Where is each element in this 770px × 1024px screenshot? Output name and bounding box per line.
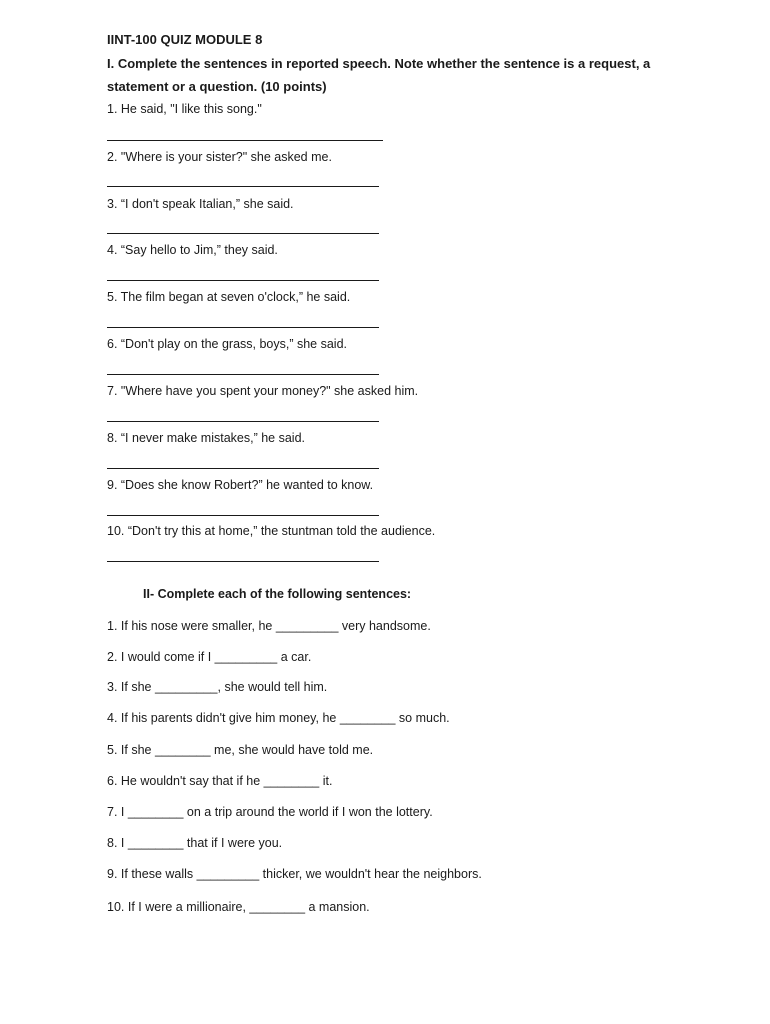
part1-question-5: 5. The film began at seven o'clock,” he said. <box>107 290 351 304</box>
part2-sentence-8: 8. I ________ that if I were you. <box>107 836 283 850</box>
part1-instruction-line2: statement or a question. (10 points) <box>107 79 327 94</box>
part2-sentence-3: 3. If she _________, she would tell him. <box>107 680 328 694</box>
answer-line-9[interactable] <box>107 515 379 516</box>
answer-line-5[interactable] <box>107 327 379 328</box>
answer-line-1[interactable] <box>107 140 383 141</box>
part1-instruction-line1: I. Complete the sentences in reported speech. Note whether the sentence is a request, a <box>107 56 651 71</box>
part1-question-3: 3. “I don't speak Italian,” she said. <box>107 197 294 211</box>
part2-sentence-5: 5. If she ________ me, she would have told me. <box>107 743 374 757</box>
part1-question-9: 9. “Does she know Robert?” he wanted to know. <box>107 478 374 492</box>
part2-sentence-7: 7. I ________ on a trip around the world if I won the lottery. <box>107 805 433 819</box>
part2-heading: II- Complete each of the following sentences: <box>143 587 412 601</box>
part2-sentence-4: 4. If his parents didn't give him money, he ________ so much. <box>107 711 450 725</box>
answer-line-6[interactable] <box>107 374 379 375</box>
answer-line-7[interactable] <box>107 421 379 422</box>
answer-line-2[interactable] <box>107 186 379 187</box>
part1-question-8: 8. “I never make mistakes,” he said. <box>107 431 305 445</box>
part2-sentence-1: 1. If his nose were smaller, he _________ very handsome. <box>107 619 431 633</box>
part2-sentence-6: 6. He wouldn't say that if he ________ it. <box>107 774 333 788</box>
answer-line-4[interactable] <box>107 280 379 281</box>
part1-question-10: 10. “Don't try this at home,” the stuntman told the audience. <box>107 524 436 538</box>
part2-sentence-10: 10. If I were a millionaire, ________ a mansion. <box>107 900 370 914</box>
answer-line-8[interactable] <box>107 468 379 469</box>
part2-sentence-9: 9. If these walls _________ thicker, we wouldn't hear the neighbors. <box>107 867 482 881</box>
part1-question-6: 6. “Don't play on the grass, boys,” she said. <box>107 337 348 351</box>
part2-sentence-2: 2. I would come if I _________ a car. <box>107 650 312 664</box>
page-title: IINT-100 QUIZ MODULE 8 <box>107 32 263 47</box>
answer-line-10[interactable] <box>107 561 379 562</box>
part1-question-7: 7. "Where have you spent your money?" she asked him. <box>107 384 419 398</box>
part1-question-4: 4. “Say hello to Jim,” they said. <box>107 243 278 257</box>
answer-line-3[interactable] <box>107 233 379 234</box>
part1-question-2: 2. "Where is your sister?" she asked me. <box>107 150 332 164</box>
part1-question-1: 1. He said, "I like this song." <box>107 102 262 116</box>
